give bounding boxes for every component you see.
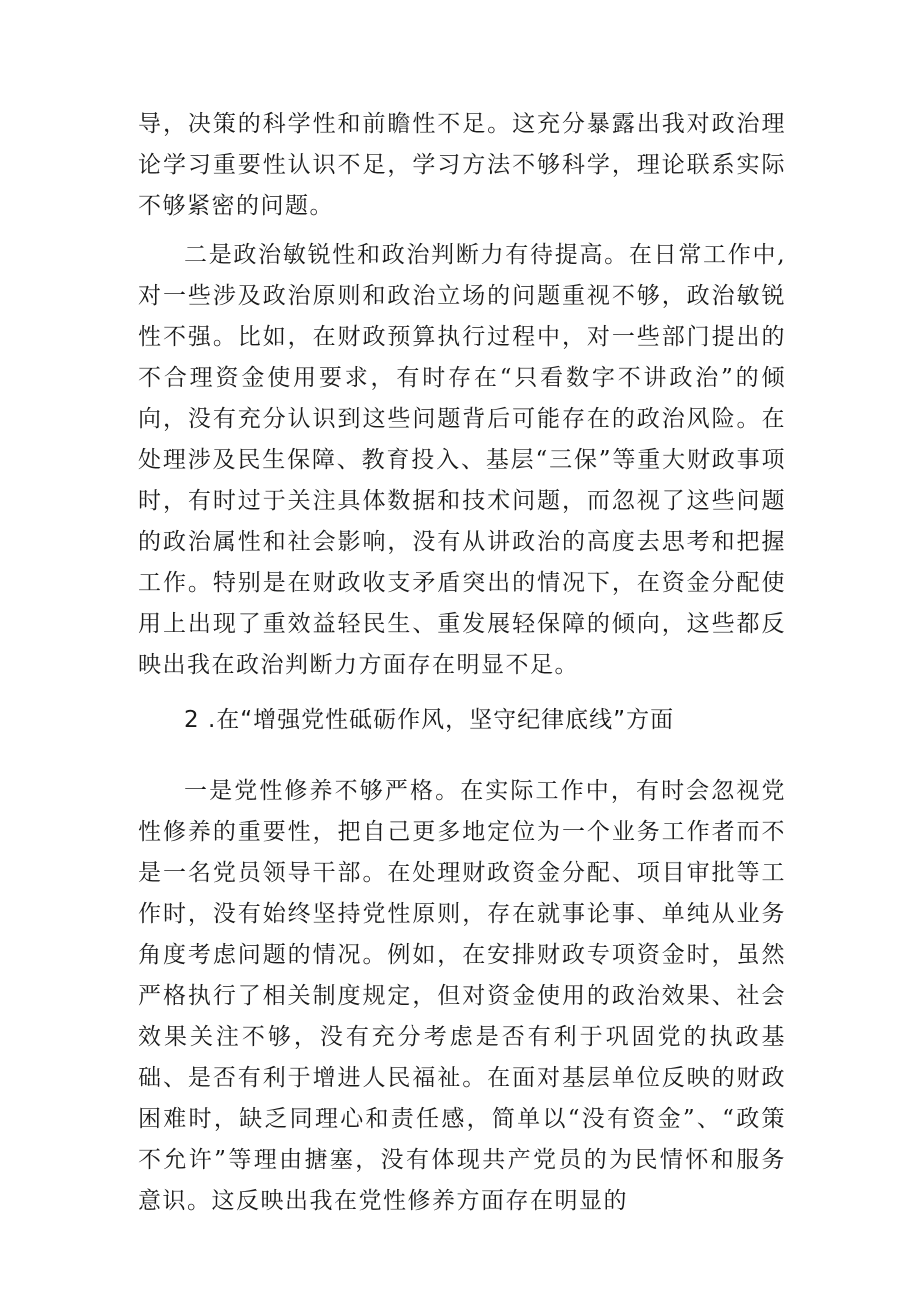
paragraph-party-cultivation: 一是党性修养不够严格。在实际工作中，有时会忽视党性修养的重要性，把自己更多地定位为一个业务工作者而不是一名党员领导干部。在处理财政资金分配、项目审批等工作时，没有始终坚持党性原则，存在就事论事、单纯从业务角度考虑问题的情况。例如，在安排财政专项资金时，虽然严格执行了相关制度规定，但对资金使用的政治效果、社会效果关注不够，没有充分考虑是否有利于巩固党的执政基础、是否有利于增进人民福祉。在面对基层单位反映的财政困难时，缺乏同理心和责任感，简单以“没有资金”、“政策不允许”等理由搪塞，没有体现共产党员的为民情怀和服务意识。这反映出我在党性修养方面存在明显的 [138, 778, 786, 1214]
document-body [138, 104, 786, 1222]
section-heading-party-spirit: 2 .在“增强党性砥砺作风，坚守纪律底线”方面 [184, 707, 675, 733]
paragraph-political-sensitivity: 二是政治敏锐性和政治判断力有待提高。在日常工作中,对一些涉及政治原则和政治立场的问题重视不够，政治敏锐性不强。比如，在财政预算执行过程中，对一些部门提出的不合理资金使用要求，有时存在“只看数字不讲政治”的倾向，没有充分认识到这些问题背后可能存在的政治风险。在处理涉及民生保障、教育投入、基层“三保”等重大财政事项时，有时过于关注具体数据和技术问题，而忽视了这些问题的政治属性和社会影响，没有从讲政治的高度去思考和把握工作。特别是在财政收支矛盾突出的情况下，在资金分配使用上出现了重效益轻民生、重发展轻保障的倾向，这些都反映出我在政治判断力方面存在明显不足。 [138, 242, 786, 678]
paragraph-theory-study-conclusion: 导，决策的科学性和前瞻性不足。这充分暴露出我对政治理论学习重要性认识不足，学习方法不够科学，理论联系实际不够紧密的问题。 [138, 111, 786, 219]
